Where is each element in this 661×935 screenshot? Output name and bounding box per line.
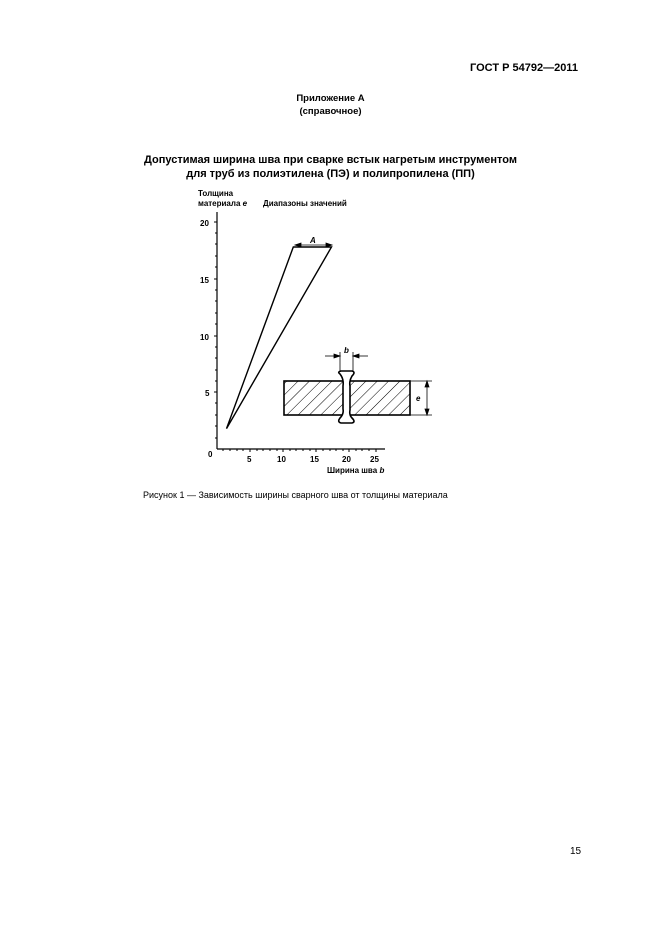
x-tick-5: 5 bbox=[247, 455, 252, 464]
x-tick-10: 10 bbox=[277, 455, 286, 464]
y-tick-20: 20 bbox=[200, 219, 209, 228]
y-tick-15: 15 bbox=[200, 276, 209, 285]
origin-label: 0 bbox=[208, 450, 213, 459]
figure-caption: Рисунок 1 — Зависимость ширины сварного шва от толщины материала bbox=[143, 490, 448, 500]
x-axis-label: Ширина шва b bbox=[327, 466, 385, 475]
y-tick-5: 5 bbox=[205, 389, 210, 398]
dimension-b bbox=[325, 352, 368, 372]
annex-label: Приложение А bbox=[296, 93, 365, 104]
dimension-e bbox=[410, 381, 432, 415]
figure-title-line-1: Допустимая ширина шва при сварке встык нагретым инструментом bbox=[144, 154, 517, 166]
annex-type: (справочное) bbox=[299, 106, 362, 117]
marker-e-label: e bbox=[416, 394, 421, 403]
document-code: ГОСТ Р 54792—2011 bbox=[470, 62, 578, 74]
y-tick-10: 10 bbox=[200, 333, 209, 342]
x-tick-20: 20 bbox=[342, 455, 351, 464]
y-axis-label-line-2: материала e bbox=[198, 199, 248, 208]
x-tick-25: 25 bbox=[370, 455, 379, 464]
range-label: Диапазоны значений bbox=[263, 199, 347, 208]
weld-cross-section bbox=[284, 371, 410, 423]
x-tick-15: 15 bbox=[310, 455, 319, 464]
page-number: 15 bbox=[570, 846, 582, 857]
figure-title-line-2: для труб из полиэтилена (ПЭ) и полипропилена (ПП) bbox=[186, 168, 475, 180]
marker-b-label: b bbox=[344, 346, 349, 355]
marker-A-label: A bbox=[310, 236, 316, 245]
y-axis-label-line-1: Толщина bbox=[198, 189, 234, 198]
